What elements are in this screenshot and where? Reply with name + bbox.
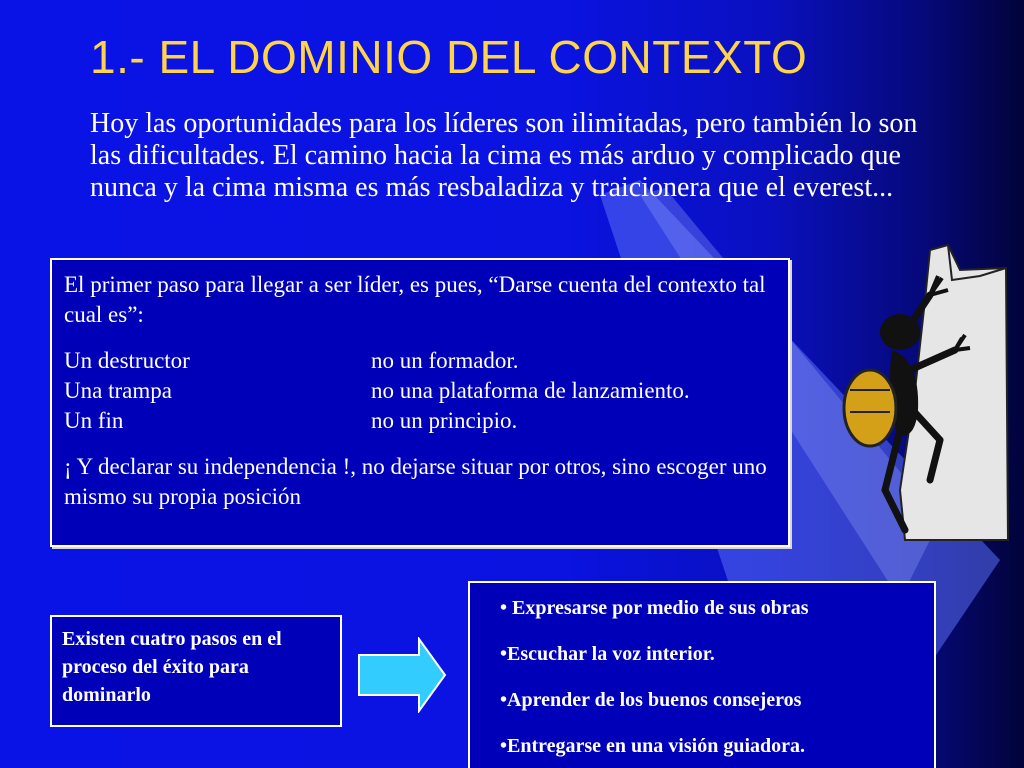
climber-icon (830, 240, 1024, 550)
contrast-left: Un fin (64, 408, 124, 433)
right-arrow-icon (357, 637, 447, 713)
context-closing: ¡ Y declarar su independencia !, no dejarse situar por otros, sino escoger uno mismo su propia posición (64, 454, 767, 509)
contrast-left: Una trampa (64, 378, 172, 403)
backpack (844, 370, 896, 446)
contrast-list (64, 346, 776, 436)
slide-title: 1.- EL DOMINIO DEL CONTEXTO (90, 31, 808, 83)
steps-list-box (468, 581, 936, 768)
list-item: •Entregarse en una visión guiadora. (500, 735, 805, 757)
contrast-row (64, 406, 776, 436)
list-item: •Aprender de los buenos consejeros (500, 689, 802, 711)
list-item: • Expresarse por medio de sus obras (500, 597, 809, 619)
intro-paragraph: Hoy las oportunidades para los líderes son ilimitadas, pero también lo son las dificultades. El camino hacia la cima es más arduo y complicado que nunca y la cima misma es más resbaladiza y traicionera que el everest... (90, 108, 918, 203)
steps-intro-box: Existen cuatro pasos en el proceso del éxito para dominarlo (50, 615, 342, 727)
contrast-row (64, 376, 776, 406)
contrast-right: no un formador. (371, 348, 519, 373)
contrast-left: Un destructor (64, 348, 190, 373)
context-lead: El primer paso para llegar a ser líder, es pues, “Darse cuenta del contexto tal cual es”: (64, 272, 766, 327)
context-box (50, 258, 790, 547)
list-item: •Escuchar la voz interior. (500, 643, 715, 665)
contrast-right: no una plataforma de lanzamiento. (371, 378, 690, 403)
contrast-right: no un principio. (371, 408, 518, 433)
contrast-row (64, 346, 776, 376)
